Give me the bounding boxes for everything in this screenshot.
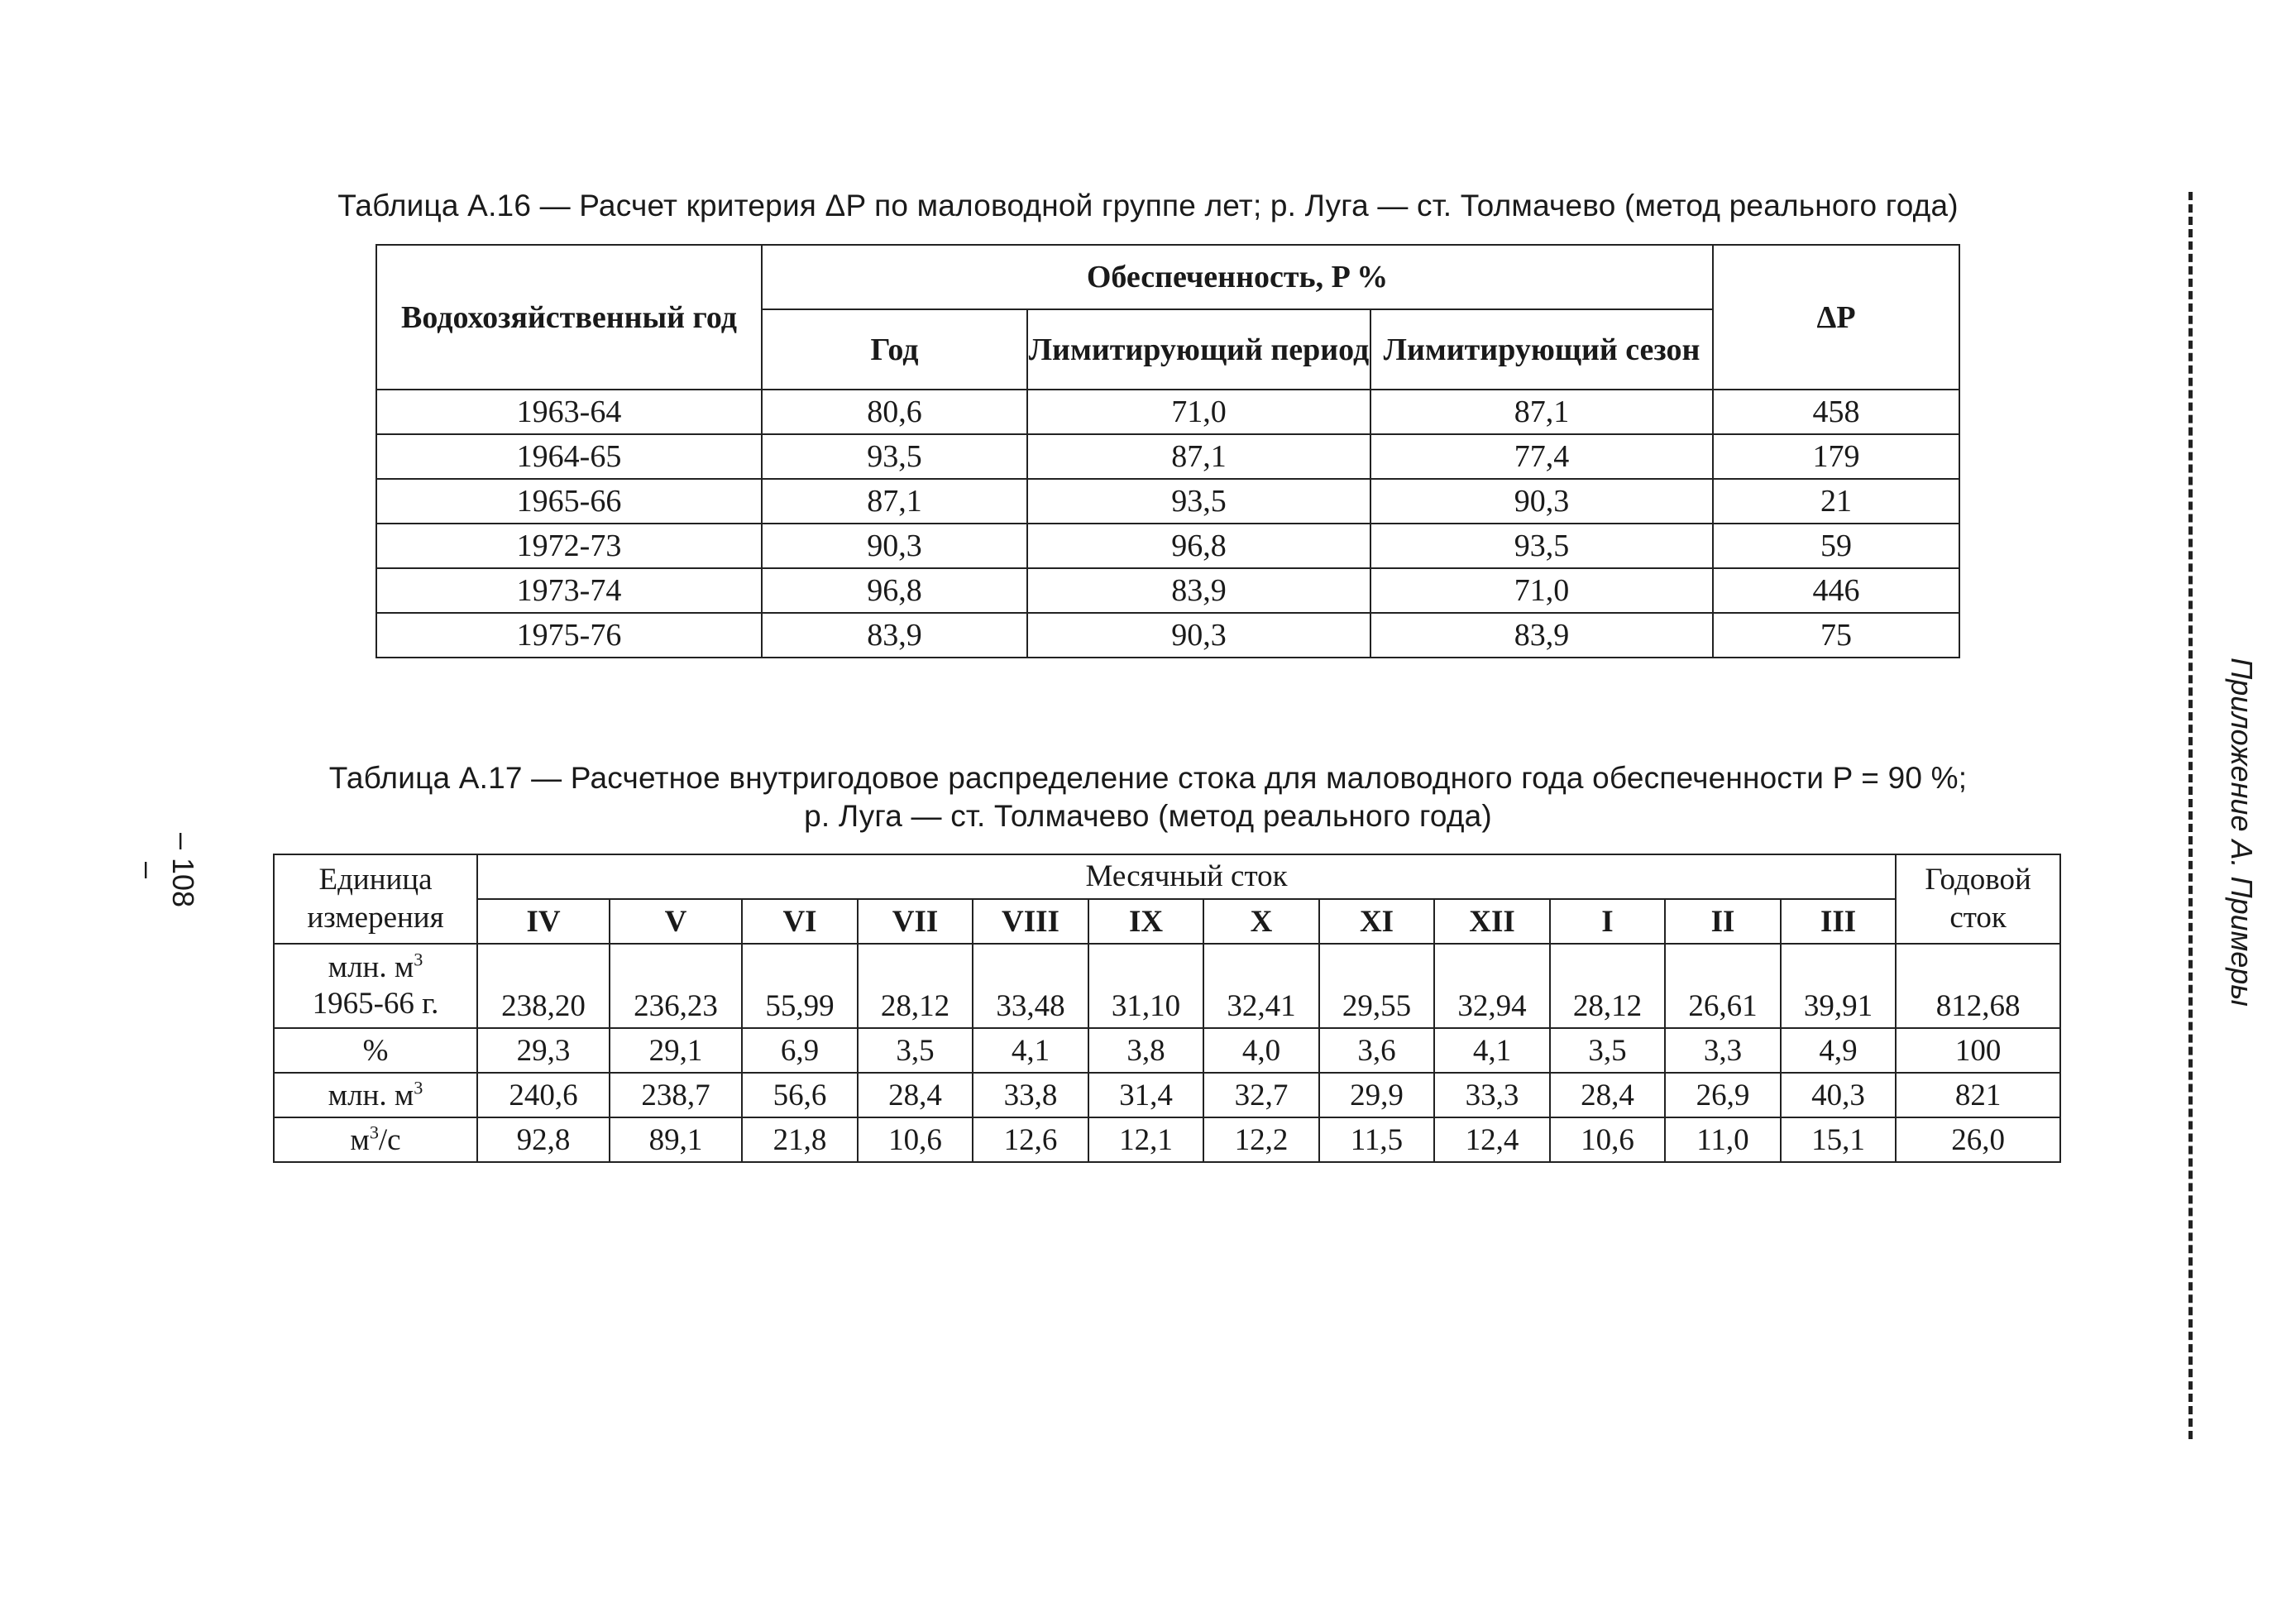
table17-month-header: IX — [1088, 899, 1203, 944]
table17-cell: 4,1 — [1434, 1028, 1550, 1073]
table17-cell: 32,41 — [1203, 944, 1319, 1028]
table17-month-header: VIII — [973, 899, 1088, 944]
table17-cell: 32,94 — [1434, 944, 1550, 1028]
table17 — [273, 854, 2061, 1163]
table16-cell: 446 — [1713, 568, 1959, 613]
page-number: – 108 – — [132, 832, 200, 908]
table17-month-header: XII — [1434, 899, 1550, 944]
table16-header-limiting-season: Лимитирующий сезон — [1370, 309, 1713, 390]
unit-label: % — [362, 1033, 389, 1068]
table17-month-header: II — [1665, 899, 1781, 944]
table16-cell: 179 — [1713, 434, 1959, 479]
table17-cell: 4,0 — [1203, 1028, 1319, 1073]
table17-cell: 89,1 — [610, 1117, 742, 1162]
table16-row — [376, 479, 1959, 524]
table17-cell: 33,3 — [1434, 1073, 1550, 1117]
table17-cell: 21,8 — [742, 1117, 858, 1162]
table17-cell: 32,7 — [1203, 1073, 1319, 1117]
table16-caption: Таблица А.16 — Расчет критерия ΔP по маловодной группе лет; р. Луга — ст. Толмачево (метод реального года) — [337, 189, 1959, 222]
table16-cell: 93,5 — [1370, 524, 1713, 568]
table17-cell: 10,6 — [858, 1117, 973, 1162]
table16-cell: 1972-73 — [376, 524, 762, 568]
table17-cell: 238,20 — [477, 944, 610, 1028]
table17-cell: 12,1 — [1088, 1117, 1203, 1162]
table17-cell: 3,8 — [1088, 1028, 1203, 1073]
table17-unit-cell — [274, 1073, 477, 1117]
table17-annual-cell: 821 — [1896, 1073, 2060, 1117]
table17-cell: 4,1 — [973, 1028, 1088, 1073]
table16-cell: 87,1 — [1370, 390, 1713, 434]
table16-cell: 1964-65 — [376, 434, 762, 479]
table16-cell: 87,1 — [762, 479, 1027, 524]
table17-cell: 3,6 — [1319, 1028, 1434, 1073]
table16-row — [376, 568, 1959, 613]
table17-cell: 238,7 — [610, 1073, 742, 1117]
table17-caption-line1: Таблица А.17 — Расчетное внутригодовое распределение стока для маловодного года обеспеченности P = 90 %; — [328, 761, 1968, 795]
table17-cell: 11,0 — [1665, 1117, 1781, 1162]
table17-cell: 11,5 — [1319, 1117, 1434, 1162]
table17-header-annual: Годовой сток — [1896, 854, 2060, 944]
table16-cell: 75 — [1713, 613, 1959, 658]
table16-cell: 1973-74 — [376, 568, 762, 613]
table17-header-monthly: Месячный сток — [477, 854, 1896, 899]
unit-tail: /с — [378, 1122, 401, 1157]
side-title: Приложение А. Примеры — [2225, 658, 2259, 1007]
table17-cell: 28,4 — [1550, 1073, 1665, 1117]
table17-cell: 240,6 — [477, 1073, 610, 1117]
table17-annual-cell: 812,68 — [1896, 944, 2060, 1028]
margin-dashed-line — [2188, 192, 2193, 1439]
table16-cell: 77,4 — [1370, 434, 1713, 479]
table17-month-header: XI — [1319, 899, 1434, 944]
unit-year: 1965-66 г. — [312, 987, 439, 1021]
table16-cell: 1965-66 — [376, 479, 762, 524]
table16-header-year: Водохозяйственный год — [376, 245, 762, 390]
table16-cell: 1963-64 — [376, 390, 762, 434]
table16-cell: 87,1 — [1027, 434, 1370, 479]
table17-cell: 12,2 — [1203, 1117, 1319, 1162]
table16-cell: 83,9 — [1370, 613, 1713, 658]
table17-cell: 12,4 — [1434, 1117, 1550, 1162]
table16-cell: 59 — [1713, 524, 1959, 568]
table16-cell: 83,9 — [1027, 568, 1370, 613]
table16-cell: 93,5 — [1027, 479, 1370, 524]
unit-label: млн. м — [328, 950, 414, 984]
table17-month-header: V — [610, 899, 742, 944]
unit-label: м — [350, 1122, 370, 1157]
table17-cell: 15,1 — [1781, 1117, 1896, 1162]
table16-cell: 80,6 — [762, 390, 1027, 434]
table16-cell: 90,3 — [762, 524, 1027, 568]
table17-cell: 29,9 — [1319, 1073, 1434, 1117]
table16-row — [376, 524, 1959, 568]
table17-caption — [0, 759, 2296, 835]
table16-cell: 71,0 — [1370, 568, 1713, 613]
table17-unit-cell — [274, 1028, 477, 1073]
table17-cell: 55,99 — [742, 944, 858, 1028]
table17-cell: 26,61 — [1665, 944, 1781, 1028]
table17-month-header: VI — [742, 899, 858, 944]
table17-cell: 31,10 — [1088, 944, 1203, 1028]
unit-superscript: 3 — [369, 1122, 379, 1143]
table17-cell: 12,6 — [973, 1117, 1088, 1162]
table16-cell: 93,5 — [762, 434, 1027, 479]
table16 — [375, 244, 1960, 658]
table16-cell: 83,9 — [762, 613, 1027, 658]
table16-cell: 90,3 — [1027, 613, 1370, 658]
table17-month-header: IV — [477, 899, 610, 944]
table17-row — [274, 1073, 2060, 1117]
table16-header-limiting-period: Лимитирующий период — [1027, 309, 1370, 390]
table17-caption-line2: р. Луга — ст. Толмачево (метод реального года) — [804, 799, 1492, 833]
table17-cell: 4,9 — [1781, 1028, 1896, 1073]
table17-month-header: I — [1550, 899, 1665, 944]
table17-cell: 28,4 — [858, 1073, 973, 1117]
table16-header-provision: Обеспеченность, P % — [762, 245, 1713, 309]
table17-month-header: X — [1203, 899, 1319, 944]
unit-superscript: 3 — [414, 1077, 423, 1098]
table16-cell: 96,8 — [1027, 524, 1370, 568]
table16-header-god: Год — [762, 309, 1027, 390]
table16-row — [376, 390, 1959, 434]
table17-unit-cell — [274, 944, 477, 1028]
table17-row — [274, 944, 2060, 1028]
table17-header-unit: Единица измерения — [274, 854, 477, 944]
table17-unit-cell — [274, 1117, 477, 1162]
unit-superscript: 3 — [414, 949, 423, 970]
table17-cell: 56,6 — [742, 1073, 858, 1117]
table17-cell: 92,8 — [477, 1117, 610, 1162]
table17-cell: 3,3 — [1665, 1028, 1781, 1073]
table16-cell: 90,3 — [1370, 479, 1713, 524]
unit-label: млн. м — [328, 1078, 414, 1112]
table17-month-header: VII — [858, 899, 973, 944]
table17-annual-cell: 26,0 — [1896, 1117, 2060, 1162]
table16-row — [376, 613, 1959, 658]
table16-cell: 1975-76 — [376, 613, 762, 658]
table16-row — [376, 434, 1959, 479]
table17-cell: 26,9 — [1665, 1073, 1781, 1117]
table16-cell: 71,0 — [1027, 390, 1370, 434]
table17-annual-cell: 100 — [1896, 1028, 2060, 1073]
table17-cell: 29,55 — [1319, 944, 1434, 1028]
table17-cell: 29,3 — [477, 1028, 610, 1073]
table16-cell: 458 — [1713, 390, 1959, 434]
table17-row — [274, 1028, 2060, 1073]
table17-cell: 29,1 — [610, 1028, 742, 1073]
table17-cell: 28,12 — [858, 944, 973, 1028]
table16-cell: 21 — [1713, 479, 1959, 524]
table17-cell: 3,5 — [858, 1028, 973, 1073]
table17-cell: 33,8 — [973, 1073, 1088, 1117]
table17-cell: 28,12 — [1550, 944, 1665, 1028]
table17-cell: 236,23 — [610, 944, 742, 1028]
table16-header-dp: ΔP — [1713, 245, 1959, 390]
table17-cell: 40,3 — [1781, 1073, 1896, 1117]
table17-cell: 6,9 — [742, 1028, 858, 1073]
table17-cell: 10,6 — [1550, 1117, 1665, 1162]
table17-cell: 31,4 — [1088, 1073, 1203, 1117]
table17-month-header: III — [1781, 899, 1896, 944]
table17-cell: 39,91 — [1781, 944, 1896, 1028]
table17-row — [274, 1117, 2060, 1162]
table16-cell: 96,8 — [762, 568, 1027, 613]
table17-cell: 33,48 — [973, 944, 1088, 1028]
table17-cell: 3,5 — [1550, 1028, 1665, 1073]
